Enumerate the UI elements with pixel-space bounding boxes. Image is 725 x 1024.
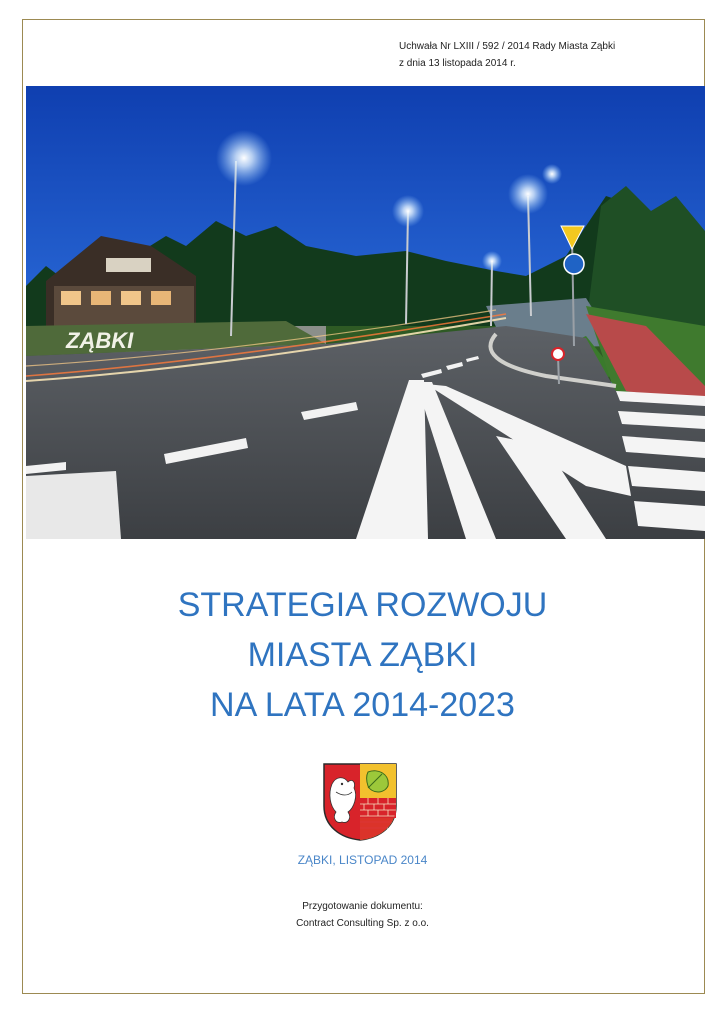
cover-photo — [26, 86, 705, 539]
prepared-by-block — [0, 898, 725, 932]
place-and-date: ZĄBKI, LISTOPAD 2014 — [297, 853, 428, 867]
title-line-3: NA LATA 2014-2023 — [210, 686, 515, 724]
town-sign-text: ZĄBKI — [66, 328, 134, 353]
resolution-number: Uchwała Nr LXIII / 592 / 2014 Rady Miasta Ząbki — [399, 41, 616, 52]
prepared-by-company: Contract Consulting Sp. z o.o. — [296, 918, 429, 929]
title-line-1: STRATEGIA ROZWOJU — [177, 586, 548, 624]
document-title — [0, 580, 725, 730]
resolution-header — [399, 38, 615, 72]
coat-of-arms-icon — [322, 762, 398, 842]
prepared-label: Przygotowanie dokumentu: — [302, 901, 423, 912]
title-line-2: MIASTA ZĄBKI — [247, 636, 478, 674]
resolution-date: z dnia 13 listopada 2014 r. — [399, 58, 516, 69]
